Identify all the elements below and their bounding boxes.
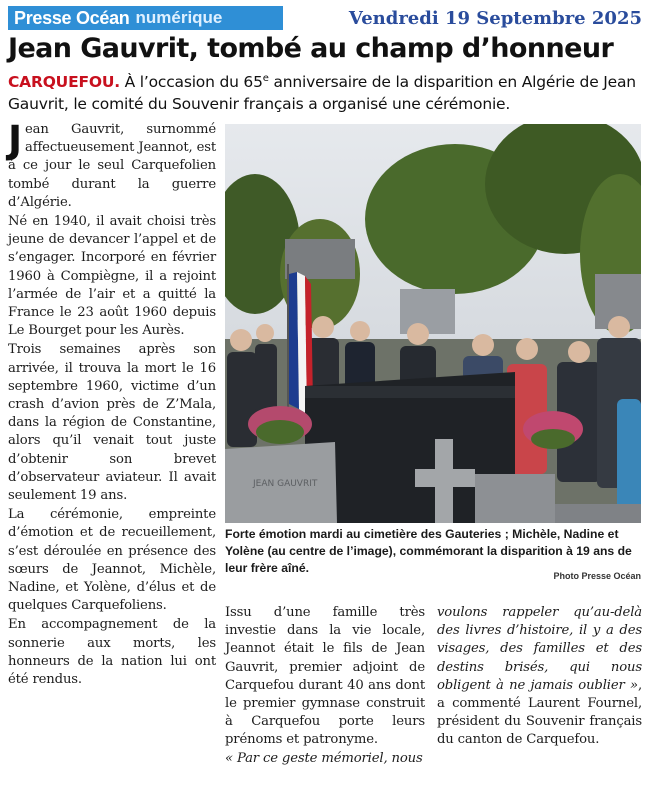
column-three: [437, 604, 642, 750]
lead-text-b: anniversaire de la disparition en Algérie de Jean Gauvrit, le comité du Souvenir français a organisé une cérémonie.: [8, 73, 636, 114]
paragraph-quote-end: [437, 604, 642, 750]
lead-superscript: e: [262, 73, 269, 84]
quote-text: voulons rappeler qu’au-delà des livres d’histoire, il y a des visages, des familles et des destins brisés, qui nous obligent à ne jamais oublier »: [437, 605, 642, 693]
paragraph-enlistment: Né en 1940, il avait choisi très jeune de devancer l’appel et de s’engager. Incorporé en février 1960 à Compiègne, il a rejoint l’armée de l’air et a quitté la France le 23 août 1960 depuis Le Bourget pour les Aurès.: [8, 214, 216, 339]
masthead-brand: Presse Océan: [14, 7, 130, 28]
paragraph-honours: En accompagnement de la sonnerie aux morts, les honneurs de la nation lui ont été rendus.: [8, 617, 216, 688]
column-one: [8, 118, 217, 689]
paragraph-ceremony: La cérémonie, empreinte d’émotion et de recueillement, s’est déroulée en présence des sœurs de Jeannot, Michèle, Nadine, et Yolène, d’élus et de quelques Carquefoliens.: [8, 507, 216, 614]
lead-city: CARQUEFOU.: [8, 73, 120, 92]
paragraph-quote-start: « Par ce geste mémoriel, nous: [225, 750, 423, 766]
paragraph-death: Trois semaines après son arrivée, il trouva la mort le 16 septembre 1960, victime d’un crash d’avion près de Z’Mala, dans la région de Constantine, alors qu’il venait tout juste d’obtenir son brevet d’observateur aviateur. Il avait seulement 19 ans.: [8, 342, 216, 504]
quote-attribution: , a commenté Laurent Fournel, président du Souvenir français du canton de Carquefou.: [437, 677, 642, 748]
column-two: [225, 604, 425, 768]
article-headline: Jean Gauvrit, tombé au champ d’honneur: [8, 33, 614, 64]
photo-credit: Photo Presse Océan: [553, 571, 641, 581]
lead-text-a: À l’occasion du 65: [119, 73, 263, 92]
ceremony-photo: [225, 124, 641, 523]
ceremony-photo-illustration: [225, 124, 641, 523]
photo-caption: Forte émotion mardi au cimetière des Gauteries ; Michèle, Nadine et Yolène (au centre de l’image), commémorant la disparition à 19 ans de leur frère aîné.: [225, 527, 632, 575]
paragraph-family: Issu d’une famille très investie dans la vie locale, Jeannot était le fils de Jean Gauvrit, premier adjoint de Carquefou durant 40 ans dont le premier gymnase construit à Carquefou porte leurs prénoms et patronyme.: [225, 605, 425, 748]
paragraph-intro: [8, 118, 217, 212]
masthead-banner: [8, 6, 283, 30]
plaque-inscription: JEAN GAUVRIT: [253, 479, 318, 489]
paragraph-intro-text: ean Gauvrit, surnommé affectueusement Jeannot, est à ce jour le seul Carquefolien tombé durant la guerre d’Algérie.: [8, 122, 217, 210]
masthead-subtitle: numérique: [135, 8, 223, 27]
publication-date: Vendredi 19 Septembre 2025: [348, 8, 642, 29]
drop-cap: J: [8, 118, 22, 162]
article-lead: [8, 68, 642, 115]
